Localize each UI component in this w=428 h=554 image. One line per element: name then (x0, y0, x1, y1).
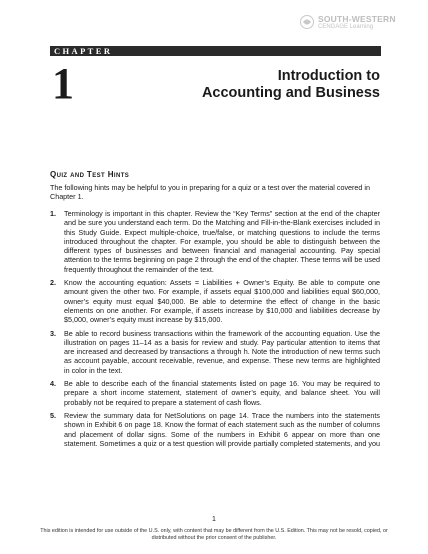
hint-text: Know the accounting equation: Assets = Liabilities + Owner’s Equity. Be able to compute one amount given the other two. For example, if assets equal $100,000 and liabilities equal $60,000, owner’s equity must equal $40,000. Be able to determine the effect of change in the basic elements on one another. For example, if assets increase by $10,000 and liabilities decrease by $5,000, owner’s equity must increase by $15,000. (64, 278, 380, 325)
chapter-label: CHAPTER (54, 46, 113, 56)
chapter-title-line1: Introduction to (277, 68, 380, 84)
publisher-subname: CENGAGE Learning (318, 24, 374, 30)
publisher-logo (300, 12, 418, 34)
hint-number: 2. (50, 278, 56, 288)
chapter-bar (50, 46, 381, 56)
list-item (50, 278, 380, 324)
list-item (50, 379, 380, 407)
chapter-title-line2: Accounting and Business (201, 85, 380, 101)
hint-number: 3. (50, 328, 56, 338)
hint-number: 4. (50, 379, 56, 389)
list-item (50, 411, 380, 448)
footer-notice: This edition is intended for use outside of the U.S. only, with content that may be different from the U.S. Edition. This may not be resold, copied, or distributed without the prior consent of the publisher. (40, 528, 388, 541)
hint-number: 1. (50, 209, 56, 218)
hints-list (50, 209, 380, 452)
hint-text: Review the summary data for NetSolutions on page 14. Trace the numbers into the statements shown in Exhibit 6 on page 18. Know the format of each statement such as the number of columns and placement of dollar signs. Some of the numbers in Exhibit 6 appear on more than one statement. Sometimes a quiz or a test question will provide partially completed statements, and you (64, 410, 381, 448)
publisher-name: SOUTH-WESTERN (318, 14, 396, 24)
chapter-number: 1 (52, 59, 74, 108)
hint-text: Be able to describe each of the financial statements listed on page 16. You may be required to prepare a short income statement, statement of owner’s equity, and balance sheet. You will probably not be required to prepare a statement of cash flows. (64, 379, 380, 407)
section-heading: Quiz and Test Hints (50, 170, 130, 179)
page-number: 1 (212, 516, 216, 523)
chapter-title (140, 68, 380, 102)
list-item (50, 209, 380, 274)
hint-number: 5. (50, 410, 56, 420)
hint-text: Be able to record business transactions within the framework of the accounting equation. Use the illustration on pages 11–14 as a basis for review and study. Pay particular attention to items that are increased and decreased by transactions a through h. Note the introduction of new terms such as account payable, account receivable, revenue, and expense. These new terms are highlighted in color in the text. (64, 328, 380, 375)
section-intro: The following hints may be helpful to you in preparing for a quiz or a test over the material covered in Chapter 1. (50, 183, 371, 202)
publisher-emblem-icon (300, 15, 314, 29)
hint-text: Terminology is important in this chapter. Review the “Key Terms” section at the end of the chapter and be sure you understand each term. Do the Matching and Fill-in-the-Blank exercises included in this Study Guide. Expect multiple-choice, true/false, or matching questions to include the terms introduced throughout the chapter. For example, you should be able to distinguish between the different types of businesses and between financial and managerial accounting. Pay special attention to the terms beginning on page 2 through the end of the chapter. These terms will be used frequently throughout the remainder of the text. (64, 209, 380, 274)
list-item (50, 329, 380, 375)
